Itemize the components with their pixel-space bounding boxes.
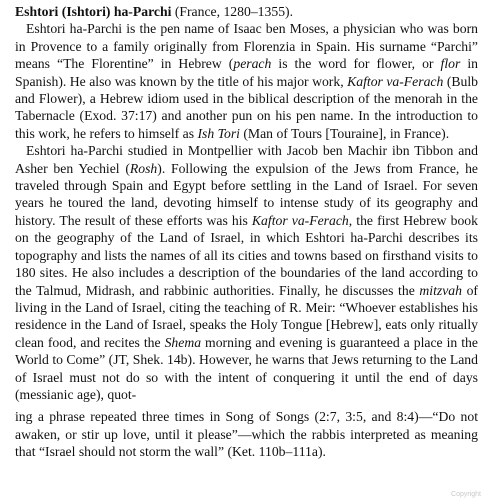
watermark: Copyright [451,491,481,498]
text-run: (Man of Tours [Touraine], in France). [239,125,450,141]
paragraph-studies [15,142,478,403]
paragraph-continuation [15,408,478,460]
text-run: is the word for flower, or [271,56,441,72]
text-run: (Bulb and Flower), a Hebrew idiom used in the biblical description of the menorah in the Tabernacle (Exod. 37:17) and another pun on his pen name. In the introduction to this work, he refers to himself as [15,73,478,141]
text-run: in Spanish). He also was known by the title of his major work, [15,56,478,89]
italic-term: Kaftor va-Ferach [347,73,444,89]
text-run: of living in the Land of Israel, citing the teaching of R. Meir: “Whoever establishes his residence in the Land of Israel, speaks the Holy Tongue [Hebrew], eats only ritually clean food, and recites the [15,282,478,350]
italic-term: Kaftor va-Ferach [251,212,349,228]
italic-term: flor [440,56,461,72]
text-run: Eshtori ha-Parchi studied in Montpellier with Jacob ben Machir ibn Tibbon and Asher ben Yechiel ( [15,143,478,176]
italic-term: perach [233,56,272,72]
entry-heading [15,3,478,20]
italic-term: mitzvah [419,282,462,298]
text-run: , the first Hebrew book on the geography of the Land of Israel, in which Eshtori ha-Parchi describes its topography and lists the names of all its cities and towns based on firsthand visits to 180 sites. He also includes a description of the boundaries of the land according to the Talmud, Midrash, and rabbinic authorities. Finally, he discusses the [15,212,478,298]
text-run: ). Following the expulsion of the Jews from France, he traveled through Spain and Egypt before settling in the Land of Israel. For seven years he toured the land, devoting himself to intense study of its geography and history. The result of these efforts was his [15,160,478,228]
paragraph-pen-name [15,20,478,142]
entry-title: Eshtori (Ishtori) ha-Parchi [15,4,172,19]
text-run: morning and evening is guaranteed a place in the World to Come” (JT, Shek. 14b). However, he warns that Jews returning to the Land of Israel must not do so with the intent of conquering it until the end of days (messianic age), quot- [15,334,478,402]
entry-dates: (France, 1280–1355). [171,4,294,19]
italic-term: Shema [164,334,202,350]
document-page [15,3,478,461]
text-run: ing a phrase repeated three times in Song of Songs (2:7, 3:5, and 8:4)—“Do not awaken, or stir up love, until it please”—which the rabbis interpreted as meaning that “Israel should not storm the wall” (Ket. 110b–111a). [15,409,478,460]
italic-term: Ish Tori [197,125,240,141]
text-run: Eshtori ha-Parchi is the pen name of Isaac ben Moses, a physician who was born in Provence to a family originally from Florenzia in Spain. His surname “Parchi” means “The Florentine” in Hebrew ( [15,21,478,72]
italic-term: Rosh [129,160,158,176]
